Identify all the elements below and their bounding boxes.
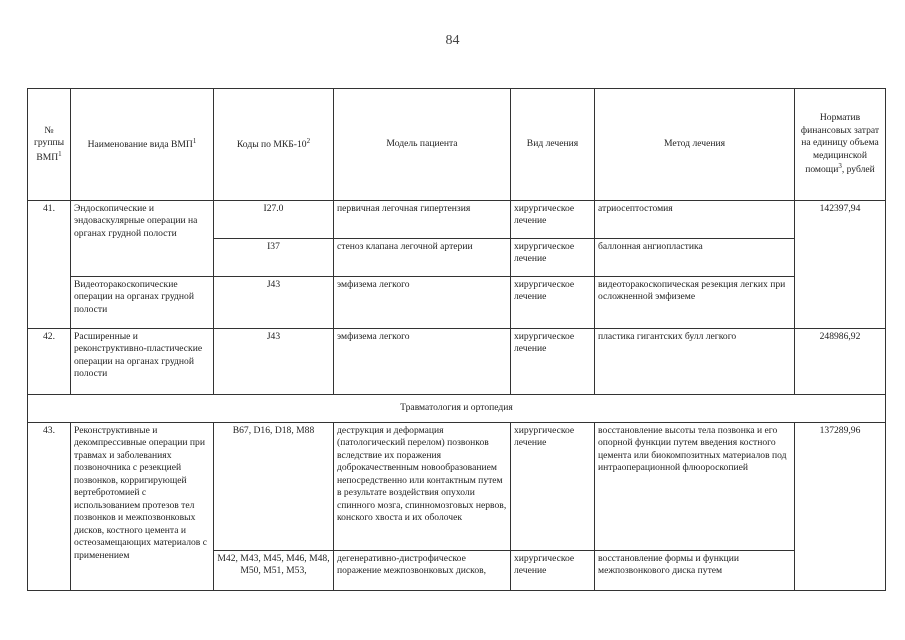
icd-codes: I37 bbox=[214, 239, 334, 277]
vmp-name: Расширенные и реконструктивно-пластические операции на органах грудной полости bbox=[71, 329, 214, 395]
patient-model: деструкция и деформация (патологический перелом) позвонков вследствие их поражения доброкачественным новообразованием непосредственно или контактным путем в результате воздействия опухоли спинного мозга, спинномозговых нервов, конского хвоста и их оболочек bbox=[334, 423, 511, 551]
vmp-name: Реконструктивные и декомпрессивные операции при травмах и заболеваниях позвоночника с резекцией позвонков, корригирующей вертебротомией с использованием протезов тел позвонков и межпозвонковых дисков, костного цемента и остеозамещающих материалов с применением bbox=[71, 423, 214, 591]
patient-model: дегенеративно-дистрофическое поражение межпозвонковых дисков, bbox=[334, 551, 511, 591]
patient-model: стеноз клапана легочной артерии bbox=[334, 239, 511, 277]
treatment-type: хирургическое лечение bbox=[511, 423, 595, 551]
treatment-type: хирургическое лечение bbox=[511, 239, 595, 277]
icd-codes: M42, M43, M45, M46, M48, M50, M51, M53, bbox=[214, 551, 334, 591]
icd-codes: B67, D16, D18, M88 bbox=[214, 423, 334, 551]
header-group-number: № группы ВМП$^1$ bbox=[28, 89, 71, 201]
icd-codes: I27.0 bbox=[214, 201, 334, 239]
header-financial-norm: Норматив финансовых затрат на единицу объема медицинской помощи$^3$, рублей bbox=[795, 89, 886, 201]
header-patient-model: Модель пациента bbox=[334, 89, 511, 201]
group-number: 42. bbox=[28, 329, 71, 395]
header-row bbox=[28, 89, 886, 201]
vmp-name: Эндоскопические и эндоваскулярные операции на органах грудной полости bbox=[71, 201, 214, 277]
vmp-name: Видеоторакоскопические операции на органах грудной полости bbox=[71, 277, 214, 329]
treatment-type: хирургическое лечение bbox=[511, 551, 595, 591]
vmp-table bbox=[27, 88, 886, 591]
icd-codes: J43 bbox=[214, 277, 334, 329]
table-row bbox=[28, 277, 886, 329]
patient-model: эмфизема легкого bbox=[334, 329, 511, 395]
group-number: 41. bbox=[28, 201, 71, 329]
header-treatment-type: Вид лечения bbox=[511, 89, 595, 201]
treatment-method: восстановление формы и функции межпозвонкового диска путем bbox=[595, 551, 795, 591]
section-title: Травматология и ортопедия bbox=[28, 395, 886, 423]
treatment-type: хирургическое лечение bbox=[511, 277, 595, 329]
page-number: 84 bbox=[445, 33, 460, 48]
table-row bbox=[28, 201, 886, 239]
table-row bbox=[28, 423, 886, 551]
treatment-type: хирургическое лечение bbox=[511, 201, 595, 239]
table-row bbox=[28, 329, 886, 395]
financial-norm: 137289,96 bbox=[795, 423, 886, 591]
treatment-method: видеоторакоскопическая резекция легких при осложненной эмфиземе bbox=[595, 277, 795, 329]
treatment-method: баллонная ангиопластика bbox=[595, 239, 795, 277]
patient-model: эмфизема легкого bbox=[334, 277, 511, 329]
financial-norm: 142397,94 bbox=[795, 201, 886, 329]
header-treatment-method: Метод лечения bbox=[595, 89, 795, 201]
treatment-method: атриосептостомия bbox=[595, 201, 795, 239]
icd-codes: J43 bbox=[214, 329, 334, 395]
header-icd-codes: Коды по МКБ-$10^2$ bbox=[214, 89, 334, 201]
section-row bbox=[28, 395, 886, 423]
header-vmp-name: Наименование вида ВМП$^1$ bbox=[71, 89, 214, 201]
group-number: 43. bbox=[28, 423, 71, 591]
patient-model: первичная легочная гипертензия bbox=[334, 201, 511, 239]
treatment-method: пластика гигантских булл легкого bbox=[595, 329, 795, 395]
financial-norm: 248986,92 bbox=[795, 329, 886, 395]
treatment-type: хирургическое лечение bbox=[511, 329, 595, 395]
treatment-method: восстановление высоты тела позвонка и его опорной функции путем введения костного цемента или биокомпозитных материалов под интраоперационной флюороскопией bbox=[595, 423, 795, 551]
